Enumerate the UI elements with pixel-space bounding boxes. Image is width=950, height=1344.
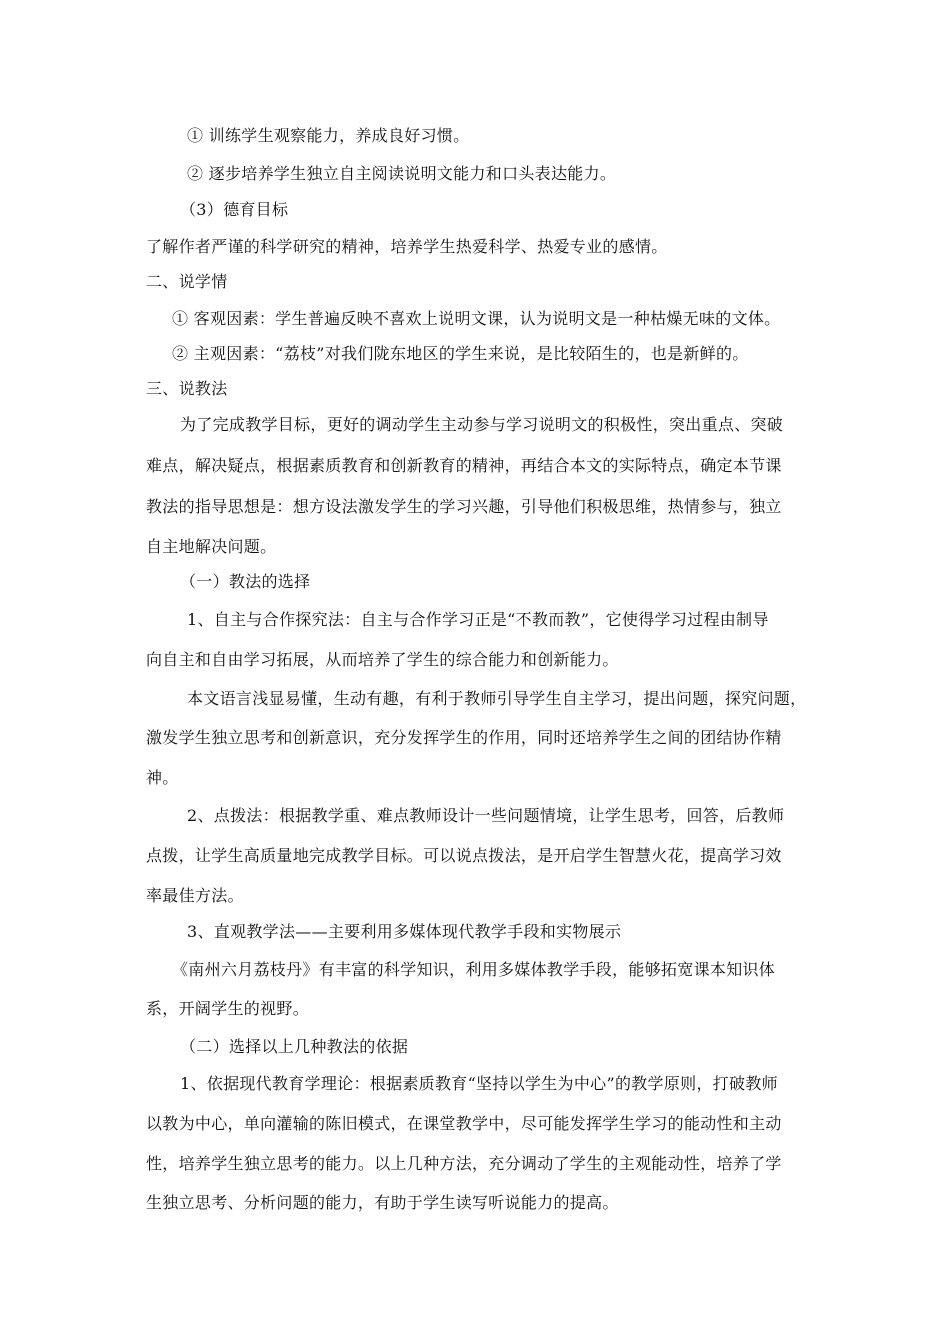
paragraph-line: 自主地解决问题。 [146,537,277,556]
paragraph-line: ① 客观因素：学生普遍反映不喜欢上说明文课，认为说明文是一种枯燥无味的文体。 [172,309,781,328]
paragraph-line: 生独立思考、分析问题的能力，有助于学生读写听说能力的提高。 [146,1193,619,1212]
paragraph-line: 1、依据现代教育学理论：根据素质教育“坚持以学生为中心”的教学原则，打破教师 [180,1074,778,1093]
paragraph-line: 系，开阔学生的视野。 [146,999,310,1018]
paragraph-line: 率最佳方法。 [146,886,244,905]
objective-item-2: ② 逐步培养学生独立自主阅读说明文能力和口头表达能力。 [187,164,617,183]
section-heading-methods: 三、说教法 [146,379,228,398]
paragraph-line: 性，培养学生独立思考的能力。以上几种方法，充分调动了学生的主观能动性，培养了学 [146,1154,782,1173]
paragraph-line: 《南州六月荔枝丹》有丰富的科学知识，利用多媒体教学手段，能够拓宽课本知识体 [172,960,776,979]
paragraph-line: 本文语言浅显易懂，生动有趣，有利于教师引导学生自主学习，提出问题，探究问题， [187,689,807,708]
paragraph-line: 1、自主与合作探究法：自主与合作学习正是“不教而教”，它使得学习过程由制导 [187,610,769,629]
moral-goal-heading: （3）德育目标 [180,200,289,219]
paragraph-line: 激发学生独立思考和创新意识，充分发挥学生的作用，同时还培养学生之间的团结协作精 [146,728,782,747]
paragraph-line: 神。 [146,768,179,787]
subsection-heading: （二）选择以上几种教法的依据 [180,1037,409,1056]
paragraph-line: ② 主观因素：“荔枝”对我们陇东地区的学生来说，是比较陌生的，也是新鲜的。 [172,344,749,363]
paragraph-line: 点拨，让学生高质量地完成教学目标。可以说点拨法，是开启学生智慧火花，提高学习效 [146,846,782,865]
paragraph-line: 了解作者严谨的科学研究的精神，培养学生热爱科学、热爱专业的感情。 [146,237,668,256]
paragraph-line: 为了完成教学目标，更好的调动学生主动参与学习说明文的积极性，突出重点、突破 [180,415,784,434]
subsection-heading: （一）教法的选择 [180,572,311,591]
paragraph-line: 以教为中心，单向灌输的陈旧模式，在课堂教学中，尽可能发挥学生学习的能动性和主动 [146,1114,782,1133]
paragraph-line: 教法的指导思想是：想方设法激发学生的学习兴趣，引导他们积极思维，热情参与，独立 [146,497,782,516]
paragraph-line: 2、点拨法：根据教学重、难点教师设计一些问题情境，让学生思考，回答，后教师 [187,806,785,825]
paragraph-line: 难点，解决疑点，根据素质教育和创新教育的精神，再结合本文的实际特点，确定本节课 [146,456,782,475]
section-heading-learning: 二、说学情 [146,272,228,291]
objective-item-1: ① 训练学生观察能力，养成良好习惯。 [187,126,470,145]
paragraph-line: 3、直观教学法——主要利用多媒体现代教学手段和实物展示 [187,922,622,941]
paragraph-line: 向自主和自由学习拓展，从而培养了学生的综合能力和创新能力。 [146,650,619,669]
